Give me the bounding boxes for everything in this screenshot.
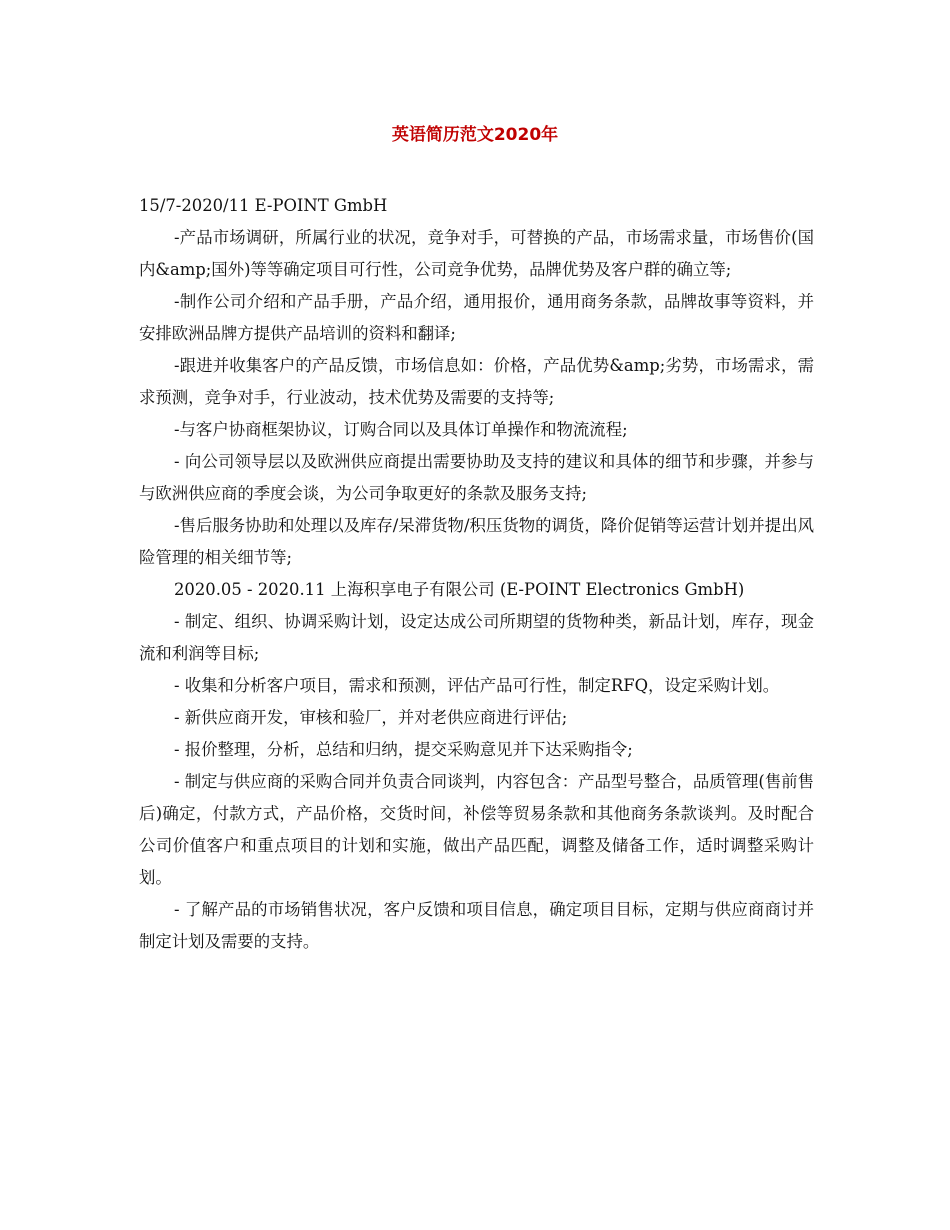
paragraph: 2020.05 - 2020.11 上海积享电子有限公司 (E-POINT Electronics GmbH) — [174, 580, 745, 599]
paragraph: - 报价整理，分析，总结和归纳，提交采购意见并下达采购指令; — [174, 740, 633, 759]
paragraph: - 新供应商开发，审核和验厂，并对老供应商进行评估; — [174, 708, 568, 727]
document-body — [139, 190, 814, 958]
paragraph: -产品市场调研，所属行业的状况，竞争对手，可替换的产品，市场需求量，市场售价(国内&amp;国外)等等确定项目可行性，公司竞争优势，品牌优势及客户群的确立等; — [139, 228, 814, 279]
paragraph: - 向公司领导层以及欧洲供应商提出需要协助及支持的建议和具体的细节和步骤，并参与与欧洲供应商的季度会谈，为公司争取更好的条款及服务支持; — [139, 452, 814, 503]
paragraph: -跟进并收集客户的产品反馈，市场信息如：价格，产品优势&amp;劣势，市场需求，需求预测，竞争对手，行业波动，技术优势及需要的支持等; — [139, 356, 814, 407]
paragraph: - 了解产品的市场销售状况，客户反馈和项目信息，确定项目目标，定期与供应商商讨并制定计划及需要的支持。 — [139, 900, 814, 951]
paragraph: - 收集和分析客户项目，需求和预测，评估产品可行性，制定RFQ，设定采购计划。 — [174, 676, 780, 695]
paragraph: -制作公司介绍和产品手册，产品介绍，通用报价，通用商务条款，品牌故事等资料，并安排欧洲品牌方提供产品培训的资料和翻译; — [139, 292, 814, 343]
paragraph: -售后服务协助和处理以及库存/呆滞货物/积压货物的调货，降价促销等运营计划并提出风险管理的相关细节等; — [139, 516, 814, 567]
paragraph: - 制定与供应商的采购合同并负责合同谈判，内容包含：产品型号整合，品质管理(售前售后)确定，付款方式，产品价格，交货时间，补偿等贸易条款和其他商务条款谈判。及时配合公司价值客户和重点项目的计划和实施，做出产品匹配，调整及储备工作，适时调整采购计划。 — [139, 772, 814, 887]
paragraph: 15/7-2020/11 E-POINT GmbH — [139, 196, 388, 215]
document-title: 英语简历范文2020年 — [391, 125, 559, 145]
paragraph: -与客户协商框架协议，订购合同以及具体订单操作和物流流程; — [174, 420, 628, 439]
paragraph: - 制定、组织、协调采购计划，设定达成公司所期望的货物种类，新品计划，库存，现金流和利润等目标; — [139, 612, 814, 663]
